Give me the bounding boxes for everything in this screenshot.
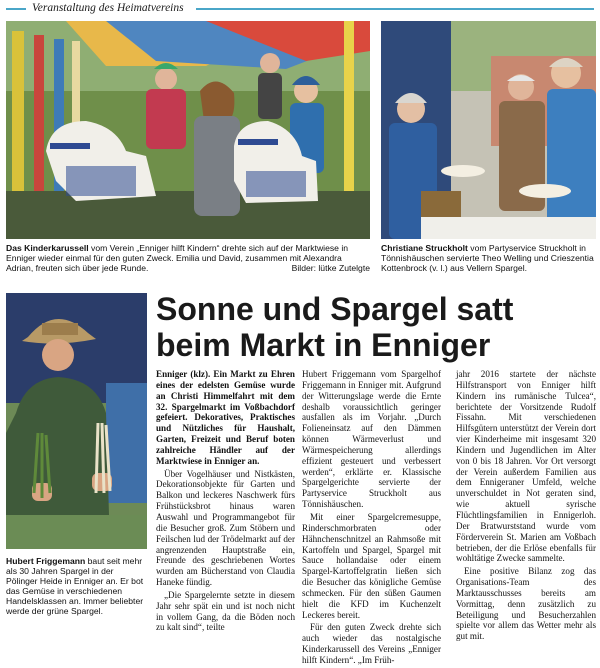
article-headline xyxy=(156,291,596,363)
section-kicker: Veranstaltung des Heimatvereins xyxy=(32,2,184,14)
article-column-2 xyxy=(302,369,441,668)
headline-line-2: beim Markt in Enniger xyxy=(156,327,491,363)
article-column-3 xyxy=(456,369,596,644)
photo-credit: Bilder: lütke Zutelgte xyxy=(291,263,370,273)
caption-lead: Das Kinderkarussell xyxy=(6,243,89,253)
headline-line-1: Sonne und Spargel satt xyxy=(156,291,514,327)
header-rule-left xyxy=(6,8,26,10)
header-rule-right xyxy=(196,8,594,10)
caption-lead: Christiane Struckholt xyxy=(381,243,468,253)
photo-farmer xyxy=(6,293,147,549)
article-paragraph: Eine positive Bilanz zog das Organisations-Team des Marktausschusses bereits am Vormittag, denn zusätzlich zu Beteiligung und Besucherzahlen spielte vor allem das Wetter mehr als gut mit. xyxy=(456,566,596,642)
caption-carousel xyxy=(6,243,370,273)
caption-text: baut seit mehr als 30 Jahren Spargel in der Pölinger Heide in Enniger an. Er bot das Gemüse in verschiedenen Handelsklassen an. Immer beliebter werde der grüne Spargel. xyxy=(6,556,144,616)
caption-text: vom Partyservice Struckholt in Tönnishäuschen servierte Theo Welling und Crieszentia Kottenbrock (v. l.) aus Vellern Spargel. xyxy=(381,243,594,273)
caption-lead: Hubert Friggemann xyxy=(6,556,86,566)
article-paragraph: jahr 2016 startete der nächste Hilfstransport von Enniger hilft Kindern ins rumänische Tulcea“, berichtete der Vorsitzende Rudolf Fissahn. Mit verschiedenen Hilfsgütern unterstützt der Verein dort vier Kinderheime mit insgesamt 320 Kindern und Jugendlichen im Alter von 0 bis 18 Jahren. Vor Ort versorgt der Verein außerdem Familien aus dem Ennigeraner Umfeld, welche unverschuldet in Not geraten sind, wie aktuell syrische Flüchtlingsfamilien in Ennigerloh. Der Bratwurststand wurde vom Förderverein St. Marien am Voßbach betrieben, der die Erlöse ebenfalls für wohltätige Zwecke sammelte. xyxy=(456,369,596,564)
photo-carousel xyxy=(6,21,370,239)
article-paragraph: Über Vogelhäuser und Nistkästen, Dekorationsobjekte für Garten und Balkon und leckeres Naschwerk fürs Frühstücksbrot hinaus waren Auswahl und Programmangebot für die Besucher groß. Zum Stöbern und Feilschen lud der Trödelmarkt auf der angrenzenden Hauptstraße ein, Freunde des geschriebenen Wortes wurden am Bücherstand von Claudia Haneke fündig. xyxy=(156,468,295,588)
caption-farmer xyxy=(6,556,147,616)
article-paragraph: Hubert Friggemann vom Spargelhof Friggemann in Enniger mit. Aufgrund der Witterungslage werde die Ernte deshalb voraussichtlich geringer ausfallen als im Vorjahr. „Durch Folieneinsatz auf den Dämmen können Wärmeverlust und Wärmespeicherung allerdings effizient gesteuert und verbessert werden“, erklärte er. Klassische Spargelgerichte servierte der Partyservice Struckholt aus Tönnishäuschen. xyxy=(302,369,441,510)
article-paragraph: Für den guten Zweck drehte sich auch wieder das nostalgische Kinderkarussell des Vereins „Enniger hilft Kindern“. „Im Früh- xyxy=(302,622,441,665)
caption-partyservice xyxy=(381,243,596,273)
photo-partyservice xyxy=(381,21,596,239)
article-paragraph: Mit einer Spargelcremesuppe, Rinderschmorbraten oder Hähnchenschnitzel an Rahmsoße mit Kartoffeln und Spargel, Spargel mit Sauce hollandaise oder einem Spargel-Kartoffelgratin ließen sich die Besucher das königliche Gemüse schmecken. Für den süßen Gaumen hielt die KFD im Kuchenzelt Leckeres bereit. xyxy=(302,511,441,620)
article-lead: Enniger (klz). Ein Markt zu Ehren eines der edelsten Gemüse wurde an Christi Himmelfahrt mit dem 32. Spargelmarkt im Voßbachdorf gefeiert. Dekoratives, Praktisches und Nützliches für Haushalt, Garten, Freizeit und Beruf boten zahlreiche Händler auf der Marktwiese in Enniger an. xyxy=(156,369,295,466)
article-column-1 xyxy=(156,369,295,635)
caption-text: vom Verein „Enniger hilft Kindern“ drehte sich auf der Marktwiese in Enniger wieder einmal für den guten Zweck. Emilia und David, zusammen mit Alexandra Adrian, freuten sich über jede Runde. xyxy=(6,243,349,273)
article-paragraph: „Die Spargelernte setzte in diesem Jahr sehr spät ein und ist noch nicht in vollem Gang, da die Böden noch zu kalt sind“, teilte xyxy=(156,589,295,633)
section-header xyxy=(6,2,594,16)
